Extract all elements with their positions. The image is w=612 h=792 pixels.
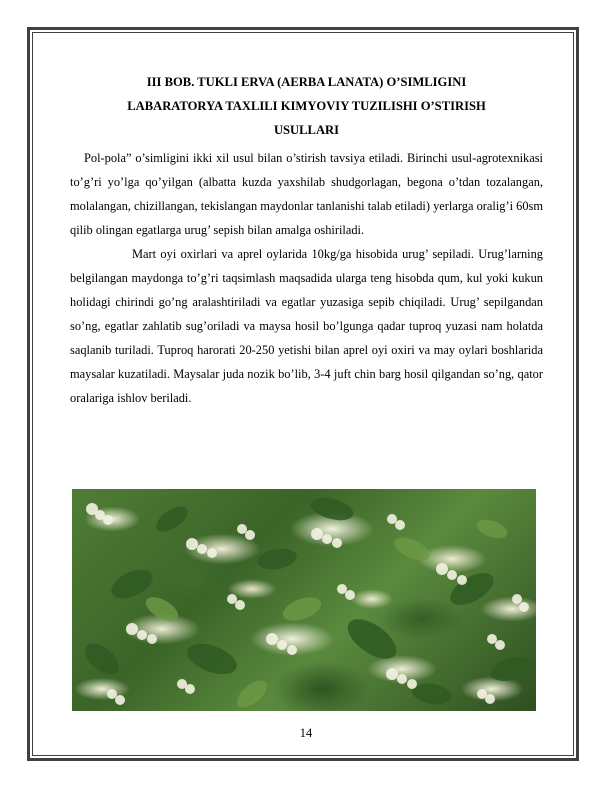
heading-line-1: III BOB. TUKLI ERVA (AERBA LANATA) O’SIMLIGINI [146, 75, 467, 89]
document-body [70, 70, 543, 410]
plant-photo-illustration [72, 489, 536, 711]
plant-photo [72, 489, 536, 711]
paragraph-1: Pol-pola” o’simligini ikki xil usul bilan o’stirish tavsiya etiladi. Birinchi usul-agrotexnikasi to’g’ri yo’lga qo’yilgan (albatta kuzda yaxshilab shudgorlagan, begona o’tdan tozalangan, molalangan, chizillangan, tekislangan maydonlar tanlanishi talab etiladi) yerlarga oralig’i 60sm qilib olingan egatlarga urug’ sepish bilan amalga oshiriladi. [70, 151, 543, 237]
page-number: 14 [299, 726, 313, 740]
paragraph-2: Mart oyi oxirlari va aprel oylarida 10kg/ga hisobida urug’ sepiladi. Urug’larning belgilangan maydonga to’g’ri taqsimlash maqsadida ularga teng hisobda qum, kul yoki kukun holidagi chirindi go’ng aralashtiriladi va egatlar yuzasiga sepib chiqiladi. Urug’ sepilgandan so’ng, egatlar zahlatib sug’oriladi va maysa hosil bo’lgunga qadar tuproq yuzasi nam holatda saqlanib turiladi. Tuproq harorati 20-250 yetishi bilan aprel oyi oxiri va may oylari boshlarida maysalar kuzatiladi. Maysalar juda nozik bo’lib, 3-4 juft chin barg hosil qilgandan so’ng, qator oralariga ishlov beriladi. [70, 247, 543, 405]
heading-line-3: USULLARI [273, 123, 340, 137]
chapter-heading [70, 70, 543, 142]
heading-line-2: LABARATORYA TAXLILI KIMYOVIY TUZILISHI O’STIRISH [127, 99, 486, 113]
